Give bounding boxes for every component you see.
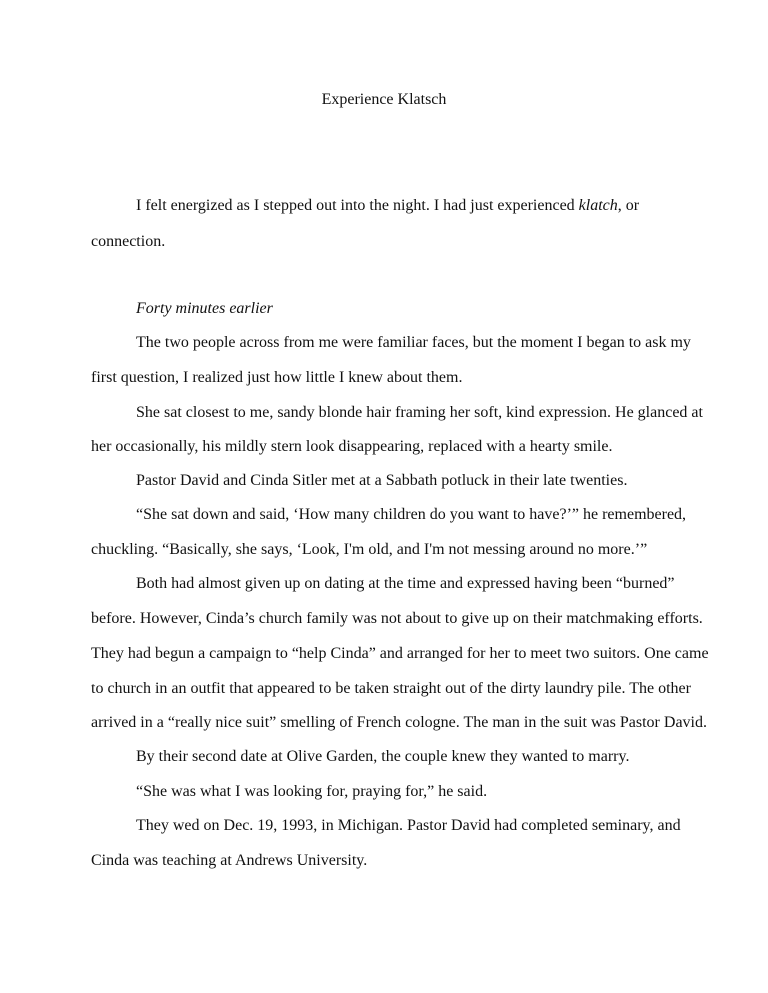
paragraph-line: to church in an outfit that appeared to be taken straight out of the dirty laundry pile. The other (91, 680, 691, 697)
paragraph-line (136, 196, 639, 216)
italic-term: klatch (578, 197, 618, 214)
paragraph-line: She sat closest to me, sandy blonde hair framing her soft, kind expression. He glanced at (136, 404, 703, 421)
document-title: Experience Klatsch (321, 91, 447, 108)
paragraph-line: first question, I realized just how little I knew about them. (91, 369, 463, 386)
paragraph-line: Both had almost given up on dating at the time and expressed having been “burned” (136, 575, 675, 592)
italic-heading: Forty minutes earlier (136, 300, 273, 317)
paragraph-line: her occasionally, his mildly stern look disappearing, replaced with a hearty smile. (91, 438, 613, 455)
paragraph-line: Cinda was teaching at Andrews University. (91, 852, 368, 869)
text-run: I felt energized as I stepped out into the night. I had just experienced (136, 197, 579, 214)
paragraph-line: “She sat down and said, ‘How many children do you want to have?’” he remembered, (136, 506, 687, 523)
paragraph-line: chuckling. “Basically, she says, ‘Look, I'm old, and I'm not messing around no more.’” (91, 541, 648, 558)
paragraph-line: before. However, Cinda’s church family was not about to give up on their matchmaking efforts. (91, 610, 703, 627)
paragraph-line: They wed on Dec. 19, 1993, in Michigan. Pastor David had completed seminary, and (136, 817, 681, 834)
text-run: , or (617, 197, 640, 214)
paragraph-line: The two people across from me were familiar faces, but the moment I began to ask my (136, 334, 691, 351)
paragraph-line: arrived in a “really nice suit” smelling of French cologne. The man in the suit was Pastor David. (91, 714, 707, 731)
paragraph-line: Pastor David and Cinda Sitler met at a Sabbath potluck in their late twenties. (136, 472, 628, 489)
paragraph-line: By their second date at Olive Garden, the couple knew they wanted to marry. (136, 748, 630, 765)
section-marker (136, 299, 273, 319)
paragraph-line: connection. (91, 233, 166, 250)
paragraph-line: They had begun a campaign to “help Cinda” and arranged for her to meet two suitors. One came (91, 645, 709, 662)
paragraph-line: “She was what I was looking for, praying for,” he said. (136, 783, 488, 800)
